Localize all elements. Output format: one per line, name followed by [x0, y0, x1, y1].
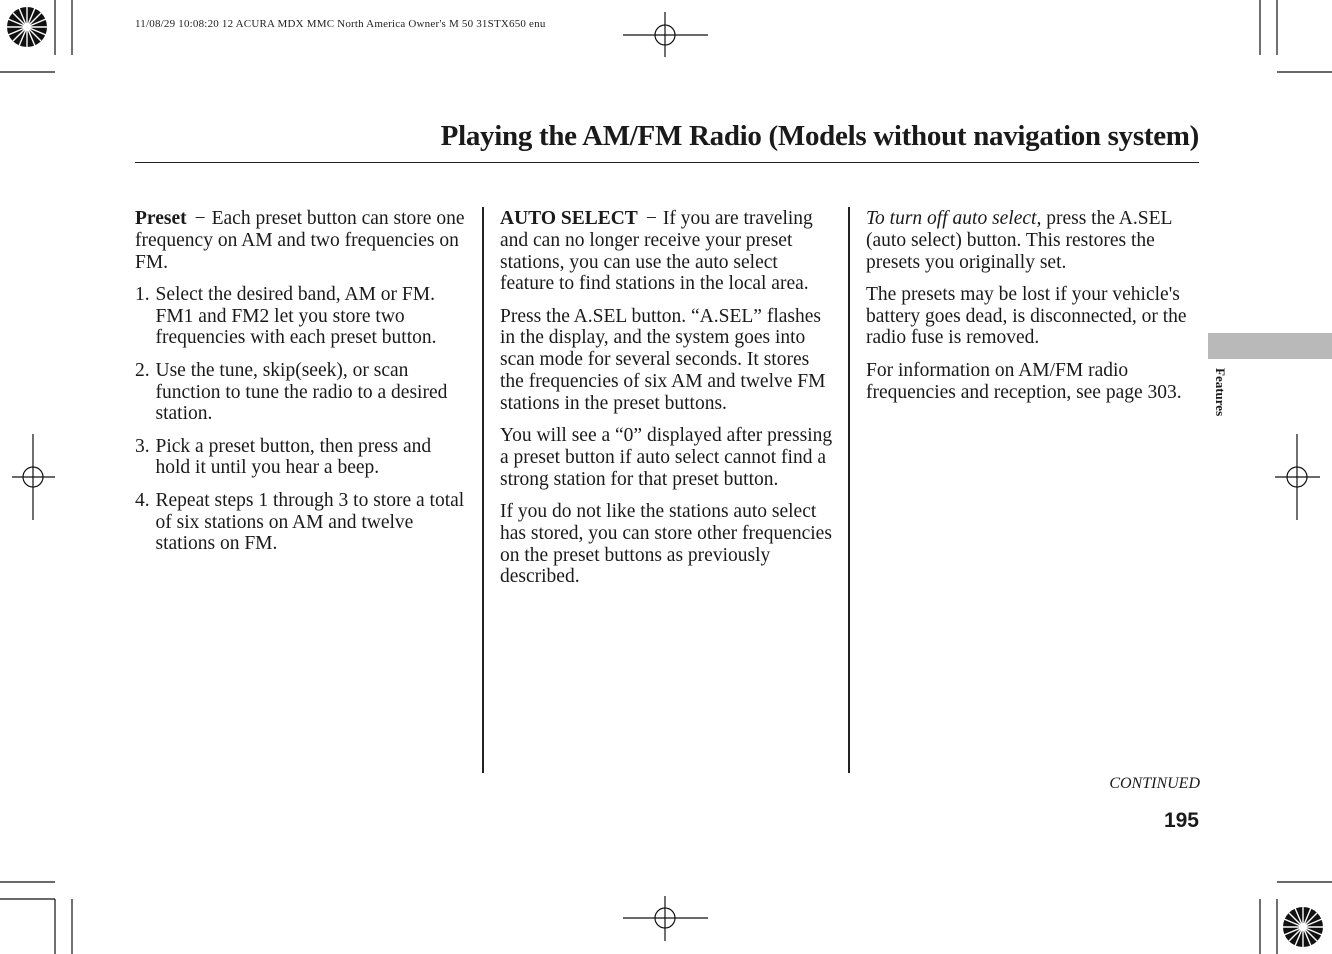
column-2	[500, 208, 836, 599]
body-paragraph: You will see a “0” displayed after pressing a preset button if auto select cannot find a strong station for that preset button.	[500, 425, 833, 490]
step-text: Select the desired band, AM or FM. FM1 and FM2 let you store two frequencies with each preset button.	[155, 283, 437, 349]
step-number: 3.	[135, 435, 150, 457]
print-header: 11/08/29 10:08:20 12 ACURA MDX MMC North America Owner's M 50 31STX650 enu	[135, 18, 546, 30]
preset-text: Each preset button can store one frequency on AM and two frequencies on FM.	[135, 208, 465, 273]
step-text: Use the tune, skip(seek), or scan function to tune the radio to a desired station.	[155, 359, 448, 425]
dash: −	[645, 208, 657, 229]
section-tab	[1208, 333, 1332, 359]
preset-paragraph	[135, 208, 469, 273]
list-item	[135, 284, 469, 349]
list-item	[135, 360, 469, 425]
preset-steps-list	[135, 284, 469, 555]
title-rule	[135, 162, 1199, 163]
column-divider	[482, 207, 484, 773]
page-number: 195	[1163, 809, 1199, 832]
registration-mark-left	[12, 434, 55, 520]
body-paragraph: If you do not like the stations auto select has stored, you can store other frequencies on the preset buttons as previously described.	[500, 501, 832, 588]
starburst-mark-top-left	[7, 7, 47, 47]
registration-mark-top	[623, 12, 708, 57]
registration-mark-right	[1275, 434, 1320, 520]
continued-label: CONTINUED	[1109, 775, 1200, 792]
column-3	[866, 208, 1202, 414]
section-tab-label: Features	[1213, 368, 1228, 417]
turn-off-lead: To turn off auto select,	[866, 208, 1042, 229]
body-paragraph: For information on AM/FM radio frequencies and reception, see page 303.	[866, 359, 1182, 403]
turn-off-paragraph	[866, 208, 1202, 273]
body-paragraph: Press the A.SEL button. “A.SEL” flashes in the display, and the system goes into scan mode for several seconds. It stores the frequencies of six AM and twelve FM stations in the preset buttons.	[500, 305, 826, 414]
step-number: 2.	[135, 359, 150, 381]
starburst-mark-bottom-right	[1283, 907, 1323, 947]
preset-label: Preset	[135, 208, 187, 229]
column-divider	[848, 207, 850, 773]
step-number: 4.	[135, 489, 150, 511]
step-text: Repeat steps 1 through 3 to store a total of six stations on AM and twelve stations on FM.	[155, 489, 465, 555]
dash: −	[194, 208, 206, 229]
auto-select-label: AUTO SELECT	[500, 208, 638, 229]
step-text: Pick a preset button, then press and hold it until you hear a beep.	[155, 435, 432, 479]
auto-select-text: If you are traveling and can no longer receive your preset stations, you can use the auto select feature to find stations in the local area.	[500, 208, 813, 295]
page-title: Playing the AM/FM Radio (Models without navigation system)	[440, 120, 1199, 152]
auto-select-paragraph	[500, 208, 836, 295]
list-item	[135, 490, 469, 555]
registration-mark-bottom	[623, 896, 708, 941]
turn-off-text: press the A.SEL (auto select) button. This restores the presets you originally set.	[866, 208, 1172, 273]
body-paragraph: The presets may be lost if your vehicle's battery goes dead, is disconnected, or the radio fuse is removed.	[866, 283, 1187, 349]
step-number: 1.	[135, 283, 150, 305]
column-1	[135, 208, 469, 566]
list-item	[135, 436, 469, 480]
